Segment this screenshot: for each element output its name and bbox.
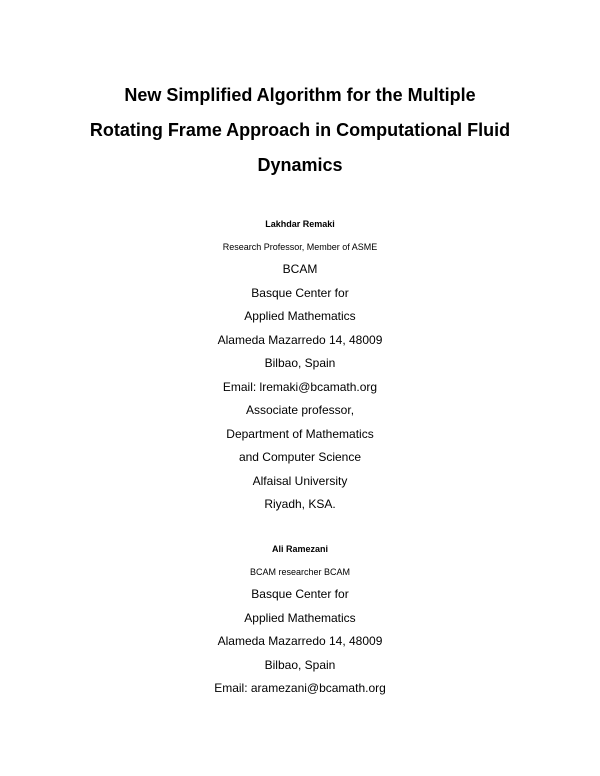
author1-affiliation-line: Alfaisal University (252, 474, 348, 488)
author1-affiliation-line: Basque Center for (251, 286, 349, 300)
author1-affiliation-line: and Computer Science (238, 450, 362, 464)
author2-affiliation-line: Bilbao, Spain (264, 658, 336, 672)
author1-affiliation-line: Department of Mathematics (226, 427, 374, 441)
paper-title-line-1: New Simplified Algorithm for the Multiple (124, 85, 476, 105)
author1-affiliation-line: Applied Mathematics (244, 309, 356, 323)
author1-affiliation-line: BCAM (282, 262, 318, 276)
author1-affiliation-line: Associate professor, (245, 403, 355, 417)
author2-email: Email: aramezani@bcamath.org (214, 681, 386, 695)
author1-role: Research Professor, Member of ASME (222, 242, 378, 252)
author2-affiliation-line: Alameda Mazarredo 14, 48009 (217, 634, 383, 648)
author1-email: Email: lremaki@bcamath.org (222, 380, 378, 394)
author2-role: BCAM researcher BCAM (249, 567, 351, 577)
paper-title-line-3: Dynamics (257, 155, 343, 175)
paper-title-line-2: Rotating Frame Approach in Computational Fluid (89, 120, 511, 140)
author1-name: Lakhdar Remaki (265, 219, 335, 229)
author2-affiliation-line: Applied Mathematics (244, 611, 356, 625)
author1-affiliation-line: Riyadh, KSA. (264, 497, 336, 511)
author1-affiliation-line: Bilbao, Spain (264, 356, 336, 370)
author2-name: Ali Ramezani (271, 544, 329, 554)
author1-affiliation-line: Alameda Mazarredo 14, 48009 (217, 333, 383, 347)
author2-affiliation-line: Basque Center for (251, 587, 349, 601)
